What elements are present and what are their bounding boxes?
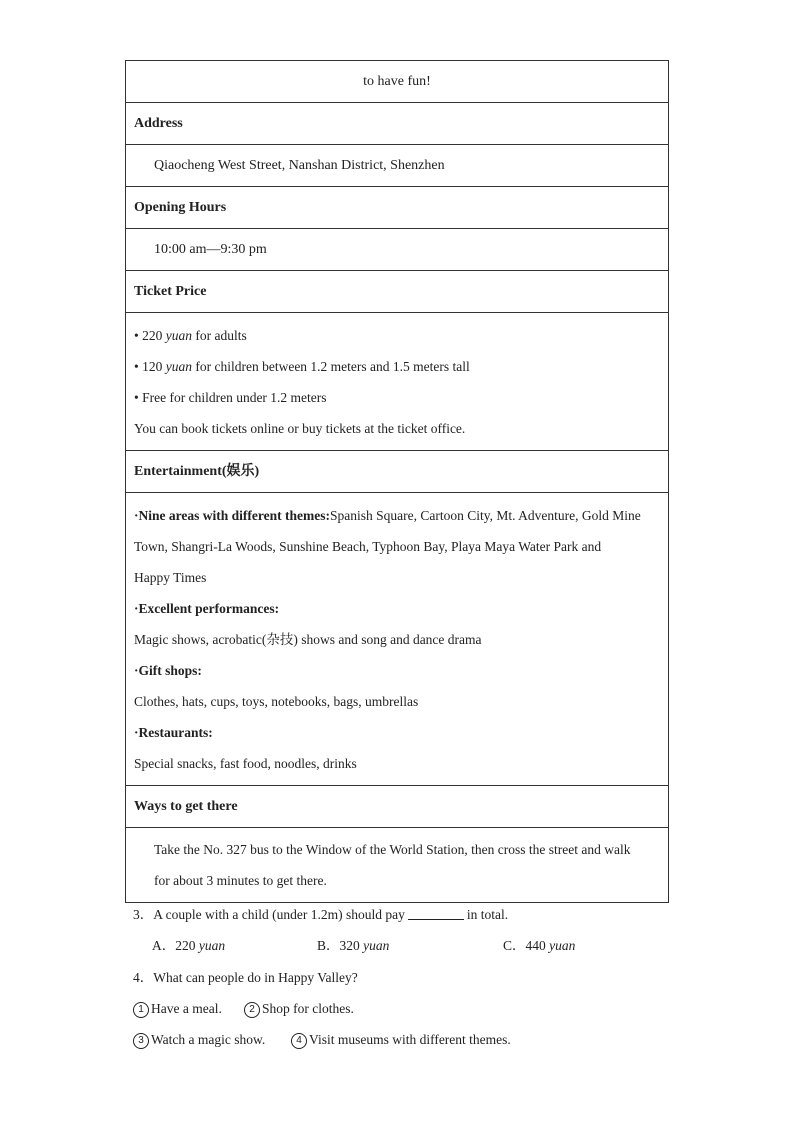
- ticket-adult: • 220 yuan for adults: [134, 328, 247, 343]
- ways-header: Ways to get there: [126, 786, 668, 828]
- q4-item-4: 4 Visit museums with different themes.: [291, 1030, 511, 1050]
- address-value: Qiaocheng West Street, Nanshan District, Shenzhen: [126, 145, 668, 187]
- answer-blank: [408, 907, 464, 920]
- restaurants-label: ·Restaurants:: [134, 725, 213, 740]
- gift-shops-label: ·Gift shops:: [134, 663, 202, 678]
- restaurants-text: Special snacks, fast food, noodles, drinks: [134, 756, 357, 771]
- performances-label: ·Excellent performances:: [134, 601, 280, 616]
- table-top-text: to have fun!: [126, 61, 668, 103]
- gift-shops-text: Clothes, hats, cups, toys, notebooks, bags, umbrellas: [134, 694, 419, 709]
- ways-body: [126, 828, 668, 902]
- ways-line-2: for about 3 minutes to get there.: [154, 873, 327, 888]
- areas-line-2: Town, Shangri-La Woods, Sunshine Beach, Typhoon Bay, Playa Maya Water Park and: [134, 539, 602, 554]
- opening-hours-value: 10:00 am—9:30 pm: [126, 229, 668, 271]
- question-3: 3．A couple with a child (under 1.2m) should pay in total.: [133, 907, 509, 922]
- q3-option-c: C．440 yuan: [503, 938, 576, 953]
- ticket-free: • Free for children under 1.2 meters: [134, 390, 327, 405]
- address-header: Address: [126, 103, 668, 145]
- question-4: 4．What can people do in Happy Valley?: [133, 970, 358, 985]
- ways-line-1: Take the No. 327 bus to the Window of the World Station, then cross the street and walk: [154, 842, 631, 857]
- q4-item-3: 3 Watch a magic show.: [133, 1030, 265, 1050]
- performances-text: Magic shows, acrobatic(杂技) shows and song and dance drama: [134, 632, 482, 647]
- ticket-note: You can book tickets online or buy tickets at the ticket office.: [134, 421, 466, 436]
- q4-item-1: 1 Have a meal.: [133, 999, 222, 1019]
- q3-option-b: B．320 yuan: [317, 938, 390, 953]
- ticket-child: • 120 yuan for children between 1.2 meters and 1.5 meters tall: [134, 359, 470, 374]
- opening-hours-header: Opening Hours: [126, 187, 668, 229]
- info-table: [125, 60, 669, 903]
- q4-item-2: 2 Shop for clothes.: [244, 999, 354, 1019]
- areas-line-1: ·Nine areas with different themes:Spanish Square, Cartoon City, Mt. Adventure, Gold Mine: [134, 508, 641, 523]
- q3-option-a: A．220 yuan: [152, 938, 226, 953]
- entertainment-body: [126, 493, 668, 786]
- ticket-price-header: Ticket Price: [126, 271, 668, 313]
- areas-line-3: Happy Times: [134, 570, 207, 585]
- entertainment-header: Entertainment(娱乐): [126, 451, 668, 493]
- ticket-price-body: [126, 313, 668, 451]
